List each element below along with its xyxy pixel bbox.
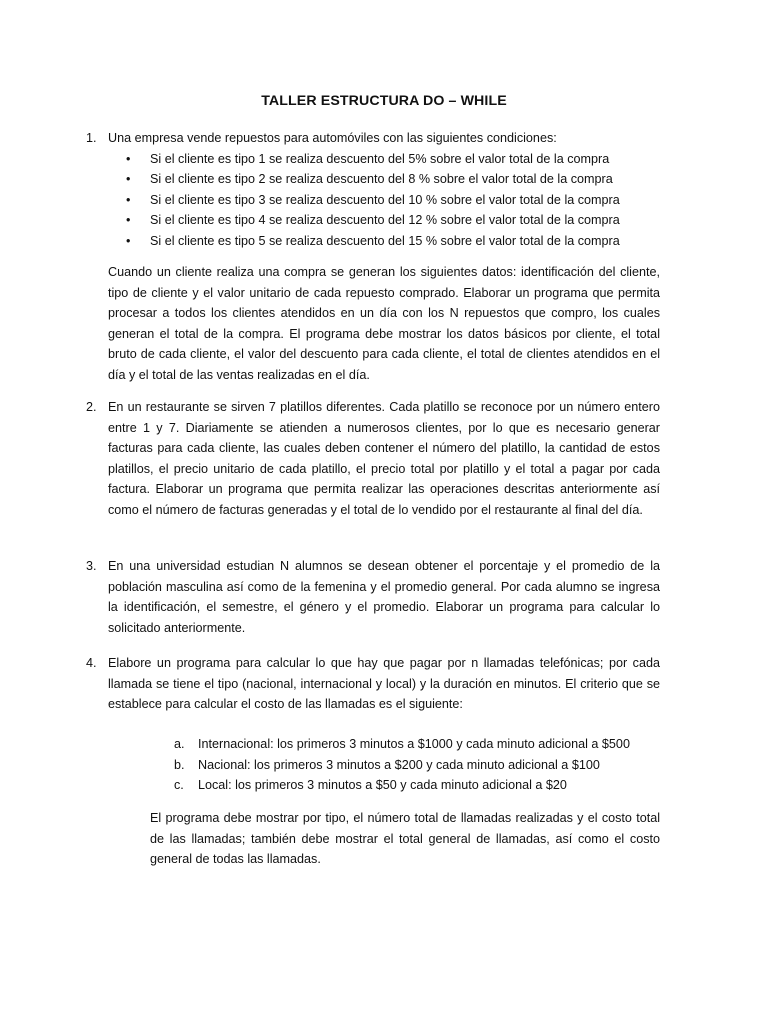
list-item: c. Local: los primeros 3 minutos a $50 y cada minuto adicional a $20 — [174, 778, 567, 792]
bullet-icon: • — [126, 213, 131, 227]
question-4 — [86, 653, 660, 715]
question-paragraph: En una universidad estudian N alumnos se desean obtener el porcentaje y el promedio de la población masculina así como de la femenina y el promedio general. Por cada alumno se ingresa la identificación, el semestre, el género y el promedio. Elaborar un programa para calcular lo solicitado anteriormente. — [108, 559, 660, 635]
question-3 — [86, 556, 660, 638]
list-item: b. Nacional: los primeros 3 minutos a $200 y cada minuto adicional a $100 — [174, 757, 600, 772]
question-paragraph: Cuando un cliente realiza una compra se generan los siguientes datos: identificación del cliente, tipo de cliente y el valor unitario de cada repuesto comprado. Elaborar un programa que permita procesar a todos los clientes atendidos en un día con los N repuestos que compro, los cuales generan el total de la compra. El programa debe mostrar los datos básicos por cliente, el total bruto de cada cliente, el valor del descuento para cada cliente, el total de clientes atendidos en el día y el total de las ventas realizadas en el día. — [108, 265, 660, 382]
list-item: • Si el cliente es tipo 2 se realiza descuento del 8 % sobre el valor total de la compra — [108, 169, 660, 190]
question-paragraph: En un restaurante se sirven 7 platillos diferentes. Cada platillo se reconoce por un número entero entre 1 y 7. Diariamente se atienden a numerosos clientes, por lo que es necesario generar facturas para cada cliente, las cuales deben contener el número del platillo, la cantidad de estos platillos, el precio unitario de cada platillo, el precio total por platillo y el total a pagar por cada factura. Elaborar un programa que permita realizar las operaciones descritas anteriormente así como el número de facturas generadas y el total de lo vendido por el restaurante al final del día. — [108, 400, 660, 517]
bullet-icon: • — [126, 172, 131, 186]
bullet-icon: • — [126, 192, 131, 207]
question-2 — [86, 397, 660, 520]
question-number: 4. — [86, 656, 97, 670]
question-closing — [150, 808, 660, 870]
list-item: • Si el cliente es tipo 5 se realiza descuento del 15 % sobre el valor total de la compra — [108, 231, 660, 252]
question-1 — [86, 128, 660, 385]
question-paragraph: Elabore un programa para calcular lo que hay que pagar por n llamadas telefónicas; por cada llamada se tiene el tipo (nacional, internacional y local) y la duración en minutos. El criterio que se establece para calcular el costo de las llamadas es el siguiente: — [108, 656, 660, 711]
list-item: a. Internacional: los primeros 3 minutos a $1000 y cada minuto adicional a $500 — [174, 737, 630, 751]
list-item: • Si el cliente es tipo 3 se realiza descuento del 10 % sobre el valor total de la compra — [108, 190, 660, 211]
question-number: 1. — [86, 131, 97, 145]
question-intro: Una empresa vende repuestos para automóviles con las siguientes condiciones: — [108, 131, 557, 145]
closing-paragraph: El programa debe mostrar por tipo, el número total de llamadas realizadas y el costo total de las llamadas; también debe mostrar el total general de llamadas, así como el costo general de todas las llamadas. — [150, 811, 660, 866]
bullet-icon: • — [126, 233, 131, 248]
call-rate-list — [174, 734, 694, 796]
question-number: 2. — [86, 400, 97, 414]
list-item: • Si el cliente es tipo 4 se realiza descuento del 12 % sobre el valor total de la compra — [108, 210, 660, 231]
question-number: 3. — [86, 559, 97, 573]
discount-list — [108, 149, 660, 252]
list-item: • Si el cliente es tipo 1 se realiza descuento del 5% sobre el valor total de la compra — [108, 149, 660, 170]
bullet-icon: • — [126, 151, 131, 166]
page-title: TALLER ESTRUCTURA DO – WHILE — [261, 93, 507, 109]
